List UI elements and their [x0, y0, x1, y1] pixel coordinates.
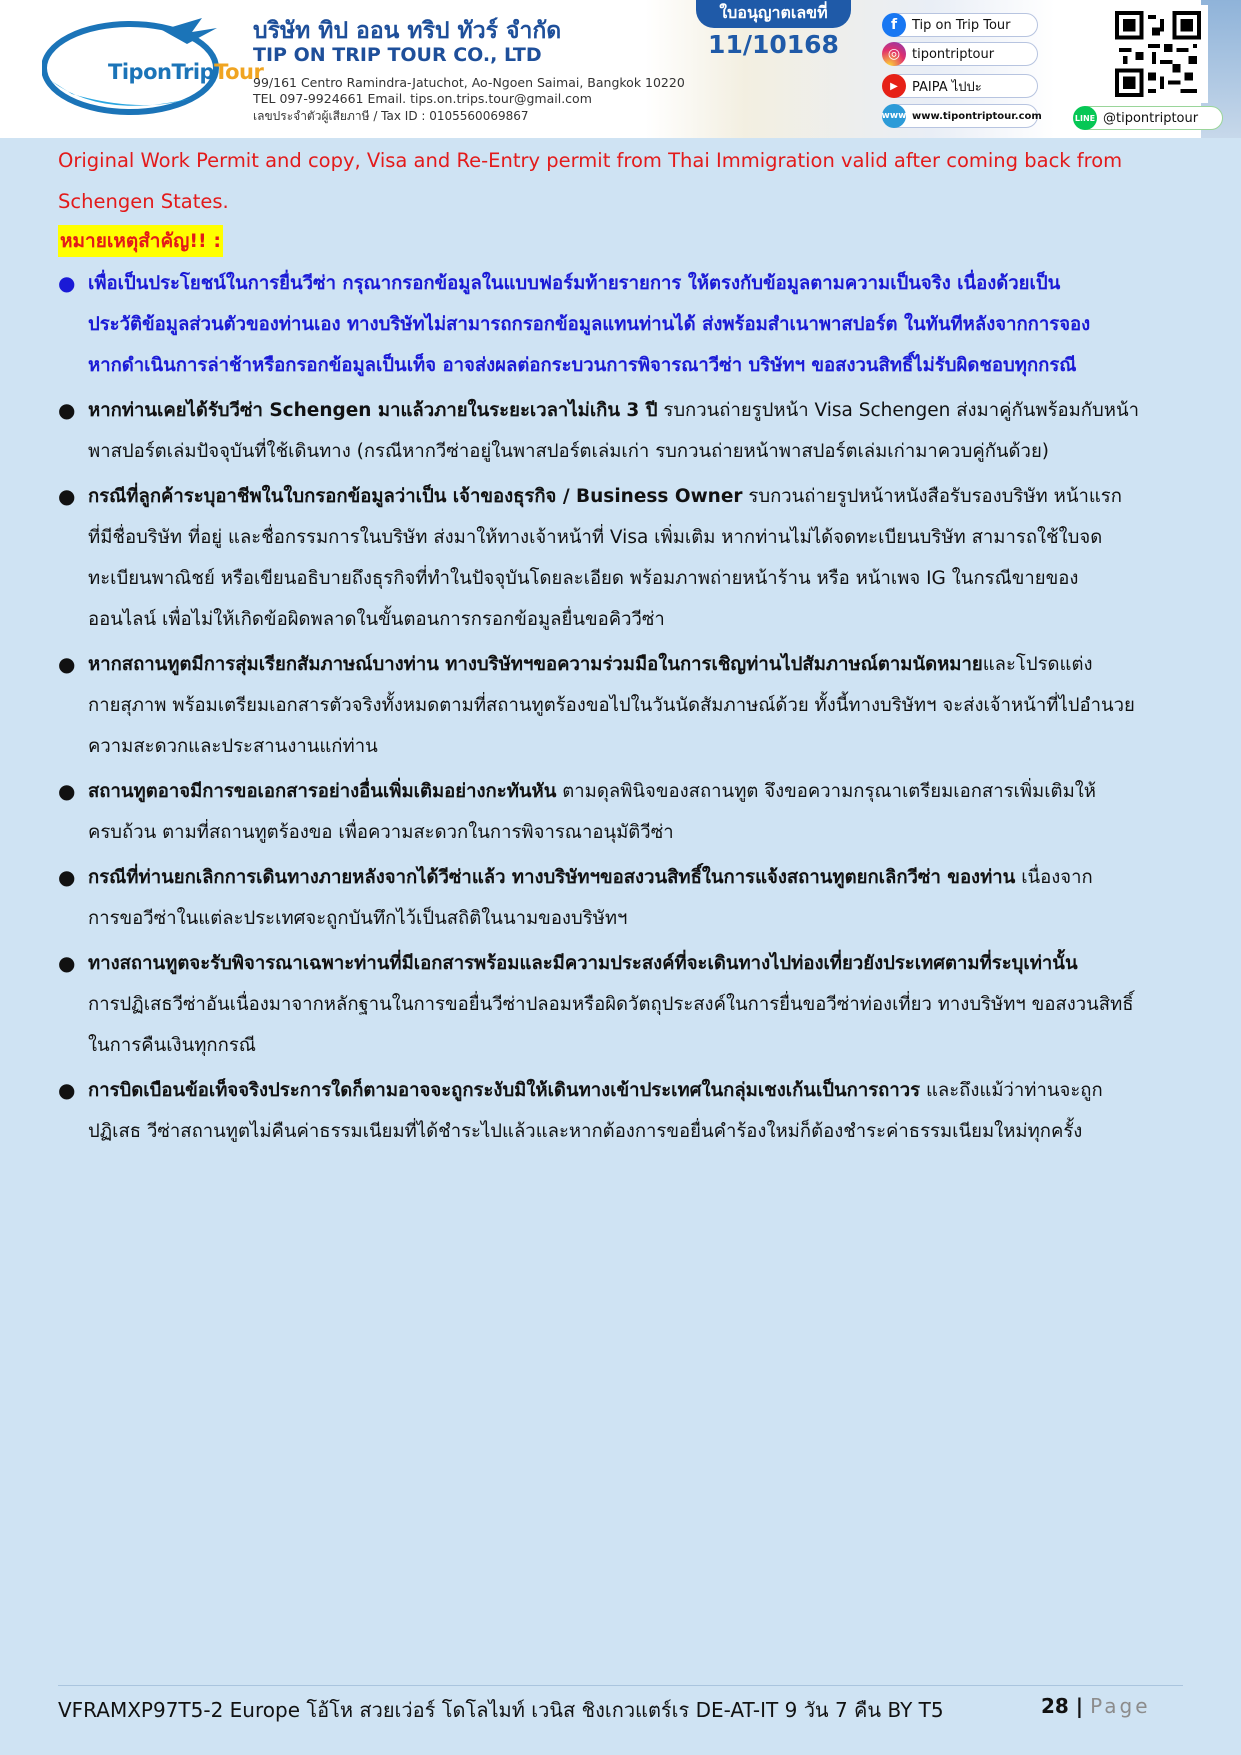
line-link[interactable] [1075, 106, 1223, 130]
intro-line: Original Work Permit and copy, Visa and Re-Entry permit from Thai Immigration valid after coming back from [58, 149, 1123, 172]
list-item [58, 476, 1183, 640]
note-emphasis: การบิดเบือนข้อเท็จจริงประการใดก็ตามอาจจะถูกระงับมิให้เดินทางเข้าประเทศในกลุ่มเชงเก้นเป็นการถาวร [88, 1080, 921, 1101]
note-line: ออนไลน์ เพื่อไม่ให้เกิดข้อผิดพลาดในขั้นตอนการกรอกข้อมูลยื่นขอคิววีซ่า [88, 609, 665, 630]
list-item [58, 390, 1183, 472]
note-line: หากดำเนินการล่าช้าหรือกรอกข้อมูลเป็นเท็จ อาจส่งผลต่อกระบวนการพิจารณาวีซ่า บริษัทฯ ขอสงวนสิทธิ์ไม่รับผิดชอบทุกกรณี [88, 355, 1077, 376]
company-name-english: TIP ON TRIP TOUR CO., LTD [253, 44, 542, 66]
note-line: ในการคืนเงินทุกกรณี [88, 1035, 256, 1056]
note-first-line [88, 390, 1183, 431]
license-number: 11/10168 [708, 30, 839, 59]
company-contact: TEL 097-9924661 Email. tips.on.trips.tour@gmail.com [253, 91, 592, 106]
note-line: กายสุภาพ พร้อมเตรียมเอกสารตัวจริงทั้งหมดตามที่สถานทูตร้องขอไปในวันนัดสัมภาษณ์ด้วย ทั้งนี้ทางบริษัทฯ จะส่งเจ้าหน้าที่ไปอำนวย [88, 695, 1135, 716]
note-text: เนื่องจาก [1015, 867, 1093, 888]
youtube-label: PAIPA ไปปะ [912, 79, 982, 95]
list-item [58, 1070, 1183, 1152]
qr-code [1108, 5, 1208, 103]
bullet-icon: ● [58, 652, 76, 676]
note-text: ตามดุลพินิจของสถานทูต จึงขอความกรุณาเตรียมเอกสารเพิ่มเติมให้ [556, 781, 1096, 802]
intro-text [58, 140, 1183, 222]
note-first-line [88, 476, 1183, 517]
note-line: การปฏิเสธวีซ่าอันเนื่องมาจากหลักฐานในการขอยื่นวีซ่าปลอมหรือผิดวัตถุประสงค์ในการยื่นขอวีซ่าท่องเที่ยว ทางบริษัทฯ ขอสงวนสิทธิ์ [88, 994, 1134, 1015]
company-address: 99/161 Centro Ramindra-Jatuchot, Ao-Ngoen Saimai, Bangkok 10220 [253, 75, 685, 90]
footer-divider [58, 1685, 1183, 1686]
bullet-icon: ● [58, 865, 76, 889]
note-text: รบกวนถ่ายรูปหน้า Visa Schengen ส่งมาคู่กันพร้อมกับหน้า [657, 400, 1139, 421]
note-first-line [88, 857, 1183, 898]
bullet-icon: ● [58, 951, 76, 975]
note-line: ปฏิเสธ วีซ่าสถานทูตไม่คืนค่าธรรมเนียมที่ได้ชำระไปแล้วและหากต้องการขอยื่นคำร้องใหม่ก็ต้องชำระค่าธรรมเนียมใหม่ทุกครั้ง [88, 1121, 1083, 1142]
note-first-line [88, 771, 1183, 812]
note-emphasis: หากสถานทูตมีการสุ่มเรียกสัมภาษณ์บางท่าน ทางบริษัทฯขอความร่วมมือในการเชิญท่านไปสัมภาษณ์ตามนัดหมาย [88, 654, 983, 675]
note-line: พาสปอร์ตเล่มปัจจุบันที่ใช้เดินทาง (กรณีหากวีซ่าอยู่ในพาสปอร์ตเล่มเก่า รบกวนถ่ายหน้าพาสปอร์ตเล่มเก่ามาควบคู่กันด้วย) [88, 441, 1049, 462]
bullet-icon: ● [58, 779, 76, 803]
note-emphasis: กรณีที่ท่านยกเลิกการเดินทางภายหลังจากได้วีซ่าแล้ว ทางบริษัทฯขอสงวนสิทธิ์ในการแจ้งสถานทูตยกเลิกวีซ่า ของท่าน [88, 867, 1016, 888]
list-item [58, 644, 1183, 767]
facebook-icon: f [882, 13, 906, 37]
qr-code-icon [1114, 11, 1202, 97]
bullet-icon: ● [58, 484, 76, 508]
note-emphasis: ทางสถานทูตจะรับพิจารณาเฉพาะท่านที่มีเอกสารพร้อมและมีความประสงค์ที่จะเดินทางไปท่องเที่ยวยังประเทศตามที่ระบุเท่านั้น [88, 953, 1078, 974]
bullet-icon: ● [58, 1078, 76, 1102]
intro-line: Schengen States. [58, 190, 229, 213]
company-name-thai: บริษัท ทิป ออน ทริป ทัวร์ จำกัด [253, 18, 562, 44]
note-first-line [88, 1070, 1183, 1111]
company-logo [42, 10, 264, 120]
instagram-icon: ◎ [882, 42, 906, 66]
note-line: ที่มีชื่อบริษัท ที่อยู่ และชื่อกรรมการในบริษัท ส่งมาให้ทางเจ้าหน้าที่ Visa เพิ่มเติม หากท่านไม่ได้จดทะเบียนบริษัท สามารถใช้ใบจด [88, 527, 1103, 548]
instagram-link[interactable] [884, 42, 1038, 66]
license-label: ใบอนุญาตเลขที่ [696, 0, 851, 28]
youtube-link[interactable] [884, 74, 1038, 98]
globe-icon: www [882, 104, 906, 128]
bullet-icon: ● [58, 271, 76, 295]
note-emphasis: หากท่านเคยได้รับวีซ่า Schengen มาแล้วภายในระยะเวลาไม่เกิน 3 ปี [88, 400, 658, 421]
instagram-label: tipontriptour [912, 46, 995, 62]
note-emphasis: กรณีที่ลูกค้าระบุอาชีพในใบกรอกข้อมูลว่าเป็น เจ้าของธุรกิจ / Business Owner [88, 486, 743, 507]
note-line: ประวัติข้อมูลส่วนตัวของท่านเอง ทางบริษัทไม่สามารถกรอกข้อมูลแทนท่านได้ ส่งพร้อมสำเนาพาสปอร์ต ในทันทีหลังจากการจอง [88, 314, 1091, 335]
note-line: เพื่อเป็นประโยชน์ในการยื่นวีซ่า กรุณากรอกข้อมูลในแบบฟอร์มท้ายรายการ ให้ตรงกับข้อมูลตามความเป็นจริง เนื่องด้วยเป็น [88, 273, 1061, 294]
company-tax-id: เลขประจำตัวผู้เสียภาษี / Tax ID : 0105560069867 [253, 109, 529, 123]
page-content [58, 140, 1183, 1156]
line-icon: LINE [1073, 106, 1097, 130]
page-number-value: 28 [1041, 1694, 1069, 1718]
page-number [1041, 1694, 1151, 1718]
note-first-line [88, 644, 1183, 685]
note-text: และโปรดแต่ง [982, 654, 1093, 675]
note-line: ทะเบียนพาณิชย์ หรือเขียนอธิบายถึงธุรกิจที่ทำในปัจจุบันโดยละเอียด พร้อมภาพถ่ายหน้าร้าน หรือ หน้าเพจ IG ในกรณีขายของ [88, 568, 1079, 589]
page-separator: | [1068, 1694, 1091, 1718]
list-item [58, 857, 1183, 939]
note-text: รบกวนถ่ายรูปหน้าหนังสือรับรองบริษัท หน้าแรก [742, 486, 1122, 507]
facebook-label: Tip on Trip Tour [912, 17, 1011, 33]
footer-program-code: VFRAMXP97T5-2 Europe โอ้โห สวยเว่อร์ โดโลไมท์ เวนิส ชิงเกวแตร์เร DE-AT-IT 9 วัน 7 คืน BY T5 [58, 1698, 944, 1722]
note-emphasis: สถานทูตอาจมีการขอเอกสารอย่างอื่นเพิ่มเติมอย่างกะทันหัน [88, 781, 557, 802]
list-item [58, 771, 1183, 853]
page-word: Page [1090, 1694, 1151, 1718]
note-line: ความสะดวกและประสานงานแก่ท่าน [88, 736, 378, 757]
bullet-icon: ● [58, 398, 76, 422]
note-line: การขอวีซ่าในแต่ละประเทศจะถูกบันทึกไว้เป็นสถิติในนามของบริษัทฯ [88, 908, 628, 929]
important-note-heading: หมายเหตุสำคัญ!! : [58, 225, 223, 257]
website-link[interactable] [881, 104, 1042, 128]
note-text: และถึงแม้ว่าท่านจะถูก [920, 1080, 1103, 1101]
list-item [58, 943, 1183, 1066]
note-first-line [88, 943, 1183, 984]
website-label: www.tipontriptour.com [912, 110, 1042, 122]
logo-text: TiponTripTour [108, 60, 264, 84]
facebook-link[interactable] [884, 13, 1038, 37]
note-line: ครบถ้วน ตามที่สถานทูตร้องขอ เพื่อความสะดวกในการพิจารณาอนุมัติวีซ่า [88, 822, 674, 843]
notes-list [58, 263, 1183, 1152]
youtube-icon: ▶ [882, 74, 906, 98]
letterhead [0, 0, 1241, 138]
list-item [58, 263, 1183, 386]
line-label: @tipontriptour [1103, 110, 1199, 126]
